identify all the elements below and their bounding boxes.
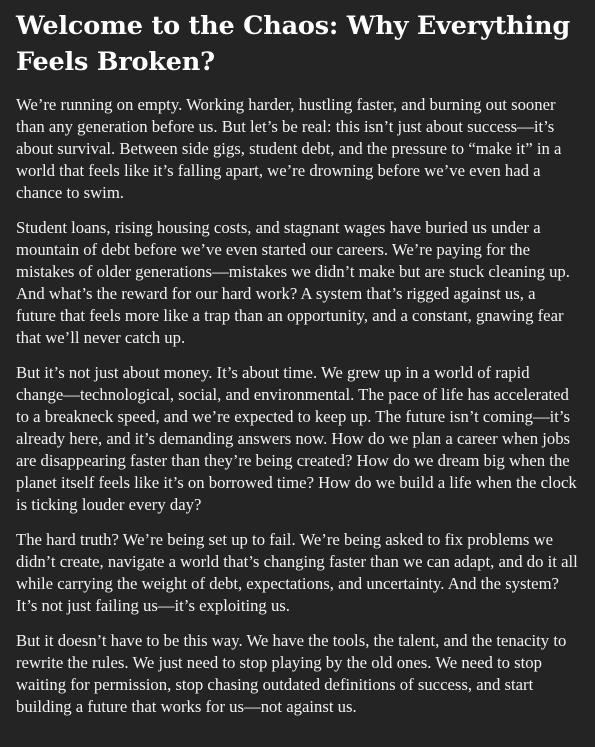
article-paragraph-4: The hard truth? We’re being set up to fail. We’re being asked to fix problems we didn’t create, navigate a world that’s changing faster than we can adapt, and do it all while carrying the weight of debt, expectations, and uncertainty. And the system? It’s not just failing us—it’s exploiting us.: [16, 530, 578, 615]
article-paragraph-3: But it’s not just about money. It’s about time. We grew up in a world of rapid change—technological, social, and environmental. The pace of life has accelerated to a breakneck speed, and we’re expected to keep up. The future isn’t coming—it’s already here, and it’s demanding answers now. How do we plan a career when jobs are disappearing faster than they’re being created? How do we dream big when the planet itself feels like it’s on borrowed time? How do we build a life when the clock is ticking louder every day?: [16, 363, 577, 514]
article-title: Welcome to the Chaos: Why Everything Feels Broken?: [16, 11, 570, 77]
article-paragraph-5: But it doesn’t have to be this way. We have the tools, the talent, and the tenacity to rewrite the rules. We just need to stop playing by the old ones. We need to stop waiting for permission, stop chasing outdated definitions of success, and start building a future that works for us—not against us.: [16, 631, 567, 716]
article-paragraph-2: Student loans, rising housing costs, and stagnant wages have buried us under a mountain of debt before we’ve even started our careers. We’re paying for the mistakes of older generations—mistakes we didn’t make but are stuck cleaning up. And what’s the reward for our hard work? A system that’s rigged against us, a future that feels more like a trap than an opportunity, and a constant, gnawing fear that we’ll never catch up.: [16, 218, 570, 347]
article-paragraph-1: We’re running on empty. Working harder, hustling faster, and burning out sooner than any generation before us. But let’s be real: this isn’t just about success—it’s about survival. Between side gigs, student debt, and the pressure to “make it” in a world that feels like it’s falling apart, we’re drowning before we’ve even had a chance to swim.: [16, 95, 562, 202]
